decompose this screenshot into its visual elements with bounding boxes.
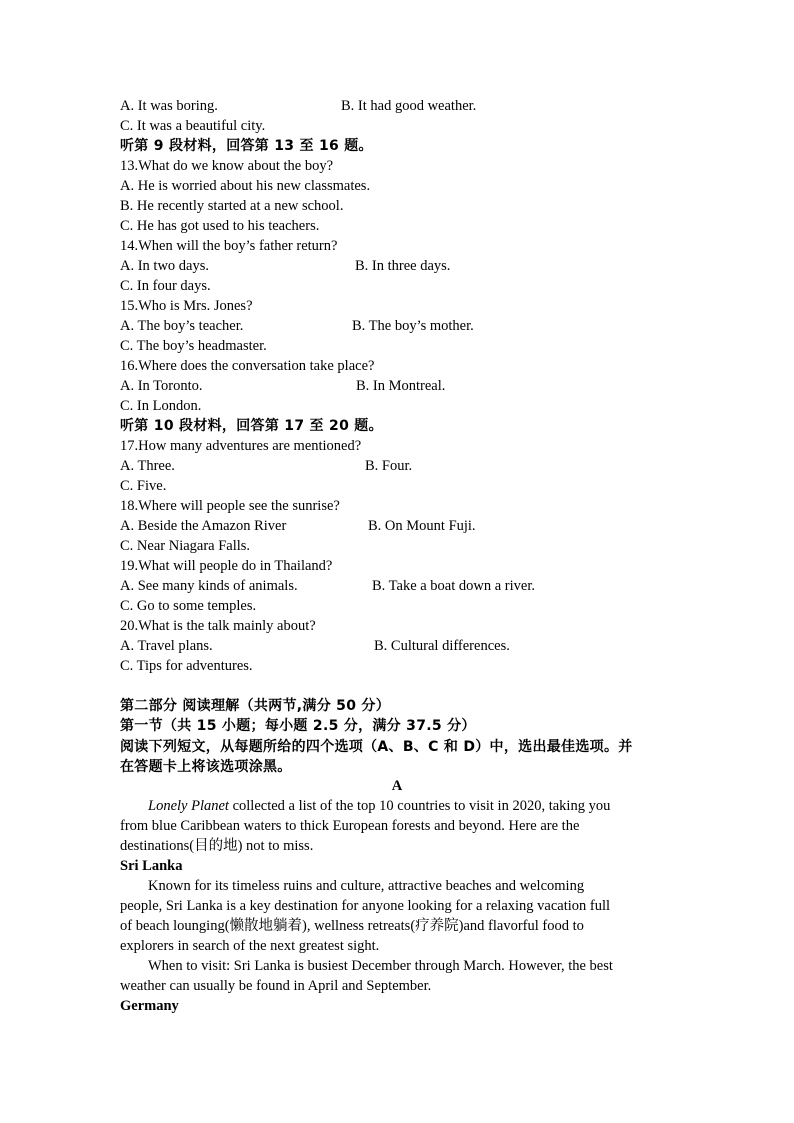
q19-option-c: C. Go to some temples. [120,598,257,614]
q14-option-c: C. In four days. [120,278,211,294]
part-two-title: 第二部分 阅读理解（共两节,满分 50 分） [120,698,391,714]
q19-option-b: B. Take a boat down a river. [372,578,536,594]
sri-lanka-line-2: people, Sri Lanka is a key destination for anyone looking for a relaxing vacation full [120,898,611,914]
q16-option-a: A. In Toronto. [120,378,203,394]
q14-option-b: B. In three days. [355,258,451,274]
q17-stem: 17.How many adventures are mentioned? [120,438,362,454]
q15-option-b: B. The boy’s mother. [352,318,474,334]
material-9-instruction: 听第 9 段材料，回答第 13 至 16 题。 [120,138,373,154]
heading-sri-lanka: Sri Lanka [120,858,183,874]
sri-lanka-line-3: of beach lounging(懒散地躺着), wellness retreats(疗养院)and flavorful food to [120,918,584,934]
q15-option-a: A. The boy’s teacher. [120,318,244,334]
q12-option-c: C. It was a beautiful city. [120,118,266,134]
q13-stem: 13.What do we know about the boy? [120,158,334,174]
publication-name: Lonely Planet [148,798,229,814]
intro-line-3: destinations(目的地) not to miss. [120,838,314,854]
q19-stem: 19.What will people do in Thailand? [120,558,333,574]
section-one-title: 第一节（共 15 小题；每小题 2.5 分，满分 37.5 分） [120,718,476,734]
q17-option-c: C. Five. [120,478,167,494]
q17-option-b: B. Four. [365,458,413,474]
q14-option-a: A. In two days. [120,258,210,274]
sri-lanka-line-6: weather can usually be found in April and September. [120,978,432,994]
q13-option-c: C. He has got used to his teachers. [120,218,320,234]
heading-germany: Germany [120,998,179,1014]
q13-option-b: B. He recently started at a new school. [120,198,344,214]
q15-stem: 15.Who is Mrs. Jones? [120,298,253,314]
q18-option-b: B. On Mount Fuji. [368,518,476,534]
intro-line-1 [148,796,610,816]
q13-option-a: A. He is worried about his new classmates. [120,178,371,194]
passage-label: A [391,778,403,794]
intro-line-1-rest: collected a list of the top 10 countries to visit in 2020, taking you [228,798,611,814]
q18-stem: 18.Where will people see the sunrise? [120,498,340,514]
q20-option-b: B. Cultural differences. [374,638,510,654]
q18-option-a: A. Beside the Amazon River [120,518,287,534]
q20-stem: 20.What is the talk mainly about? [120,618,316,634]
sri-lanka-line-5: When to visit: Sri Lanka is busiest December through March. However, the best [148,958,613,974]
sri-lanka-line-4: explorers in search of the next greatest sight. [120,938,380,954]
q14-stem: 14.When will the boy’s father return? [120,238,338,254]
q16-stem: 16.Where does the conversation take place? [120,358,375,374]
q12-option-a: A. It was boring. [120,98,218,114]
sri-lanka-line-1: Known for its timeless ruins and culture, attractive beaches and welcoming [148,878,585,894]
reading-instruction-line1: 阅读下列短文，从每题所给的四个选项（A、B、C 和 D）中，选出最佳选项。并 [120,739,633,755]
q12-option-b: B. It had good weather. [341,98,477,114]
q15-option-c: C. The boy’s headmaster. [120,338,267,354]
material-10-instruction: 听第 10 段材料，回答第 17 至 20 题。 [120,418,383,434]
q16-option-b: B. In Montreal. [356,378,446,394]
q17-option-a: A. Three. [120,458,175,474]
q19-option-a: A. See many kinds of animals. [120,578,298,594]
q20-option-c: C. Tips for adventures. [120,658,253,674]
q18-option-c: C. Near Niagara Falls. [120,538,251,554]
reading-instruction-line2: 在答题卡上将该选项涂黑。 [120,759,292,775]
q16-option-c: C. In London. [120,398,202,414]
intro-line-2: from blue Caribbean waters to thick European forests and beyond. Here are the [120,818,580,834]
q20-option-a: A. Travel plans. [120,638,213,654]
